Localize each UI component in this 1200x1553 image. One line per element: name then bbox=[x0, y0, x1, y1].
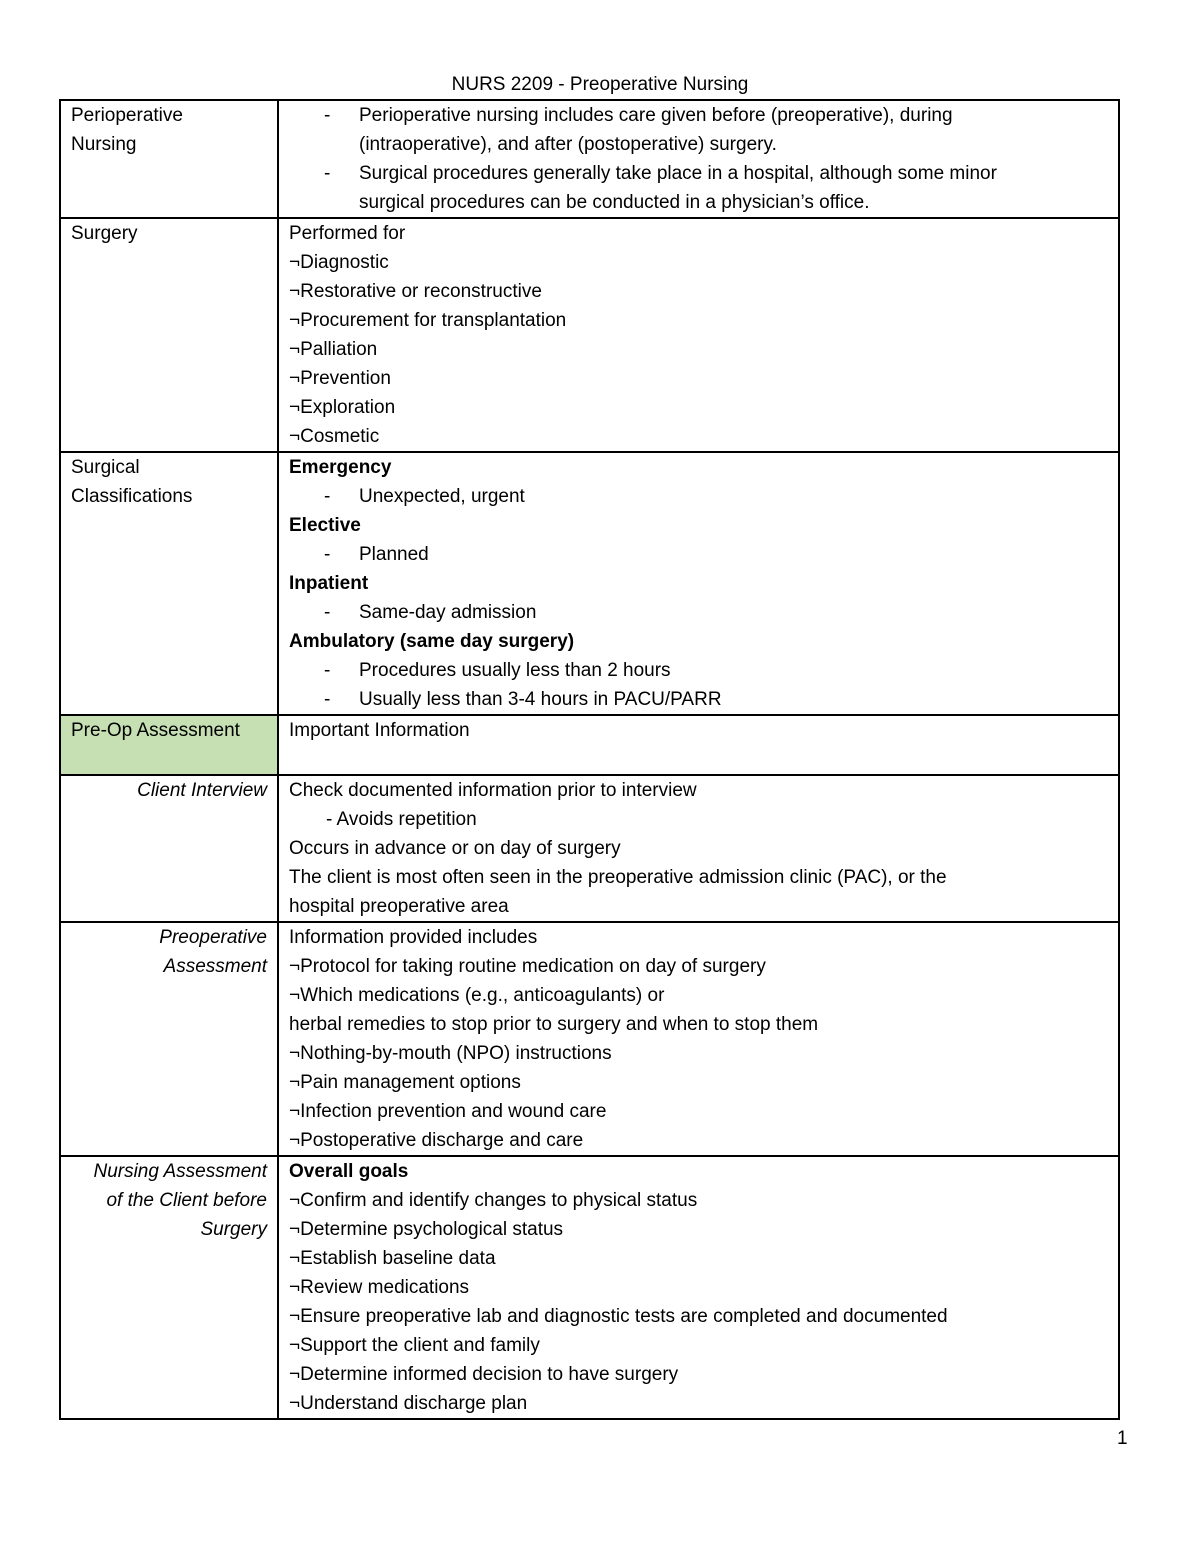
dash-bullet-icon: - bbox=[324, 105, 331, 126]
blank-line bbox=[289, 745, 1108, 774]
bullet-text: Surgical procedures generally take place in a hospital, although some minor bbox=[359, 163, 997, 184]
label-line: of the Client before bbox=[106, 1190, 267, 1211]
notes-table bbox=[59, 99, 1120, 1420]
row-label-preop-assessment bbox=[60, 715, 278, 775]
bullet-text: Perioperative nursing includes care given before (preoperative), during bbox=[359, 105, 953, 126]
list-heading: Overall goals bbox=[289, 1161, 409, 1182]
dash-bullet-icon: - bbox=[324, 163, 331, 184]
bullet-item bbox=[289, 685, 1108, 714]
row-label-perioperative bbox=[60, 100, 278, 218]
list-item: ¬Postoperative discharge and care bbox=[289, 1130, 584, 1151]
table-row-perioperative bbox=[60, 100, 1119, 218]
list-item: herbal remedies to stop prior to surgery and when to stop them bbox=[289, 1014, 819, 1035]
row-content-perioperative bbox=[278, 100, 1119, 218]
table-row-preop-assessment bbox=[60, 715, 1119, 775]
text-line: The client is most often seen in the preoperative admission clinic (PAC), or the bbox=[289, 867, 947, 888]
bullet-text: Same-day admission bbox=[359, 602, 537, 623]
table-row-client-interview bbox=[60, 775, 1119, 922]
list-item: ¬Cosmetic bbox=[289, 426, 380, 447]
bullet-item bbox=[289, 598, 1108, 627]
table-row-nursing-assessment bbox=[60, 1156, 1119, 1419]
list-item: ¬Exploration bbox=[289, 397, 396, 418]
label-line: Assessment bbox=[163, 956, 267, 977]
dash-bullet-icon: - bbox=[324, 486, 331, 507]
list-item: ¬Which medications (e.g., anticoagulants) or bbox=[289, 985, 665, 1006]
row-content-client-interview bbox=[278, 775, 1119, 922]
list-item: ¬Procurement for transplantation bbox=[289, 310, 567, 331]
list-item: ¬Determine psychological status bbox=[289, 1219, 564, 1240]
table-row-surgery bbox=[60, 218, 1119, 452]
bullet-item bbox=[289, 159, 1108, 188]
text-line: Information provided includes bbox=[289, 927, 538, 948]
dash-bullet-icon: - bbox=[324, 689, 331, 710]
row-content-surgery bbox=[278, 218, 1119, 452]
list-item: ¬Infection prevention and wound care bbox=[289, 1101, 607, 1122]
table-row-classifications bbox=[60, 452, 1119, 715]
label-line: Client Interview bbox=[137, 780, 267, 801]
label-line: Surgery bbox=[200, 1219, 267, 1240]
label-line: Classifications bbox=[71, 486, 193, 507]
text-line: Check documented information prior to interview bbox=[289, 780, 697, 801]
list-item: ¬Pain management options bbox=[289, 1072, 521, 1093]
bullet-continuation: surgical procedures can be conducted in a physician’s office. bbox=[359, 192, 870, 213]
row-label-surgery bbox=[60, 218, 278, 452]
bullet-item bbox=[289, 540, 1108, 569]
list-item: ¬Prevention bbox=[289, 368, 391, 389]
label-line: Pre-Op Assessment bbox=[71, 720, 240, 741]
row-content-preoperative-assessment bbox=[278, 922, 1119, 1156]
document-title: NURS 2209 - Preoperative Nursing bbox=[451, 74, 749, 95]
row-label-preoperative-assessment bbox=[60, 922, 278, 1156]
list-item: ¬Nothing-by-mouth (NPO) instructions bbox=[289, 1043, 612, 1064]
bullet-text: Unexpected, urgent bbox=[359, 486, 525, 507]
row-label-nursing-assessment bbox=[60, 1156, 278, 1419]
dash-bullet-icon: - bbox=[324, 544, 331, 565]
list-item: ¬Review medications bbox=[289, 1277, 470, 1298]
text-line: hospital preoperative area bbox=[289, 896, 509, 917]
row-content-preop-assessment bbox=[278, 715, 1119, 775]
list-item: ¬Palliation bbox=[289, 339, 378, 360]
row-content-nursing-assessment bbox=[278, 1156, 1119, 1419]
list-item: ¬Diagnostic bbox=[289, 252, 389, 273]
bullet-text: Procedures usually less than 2 hours bbox=[359, 660, 671, 681]
group-heading: Elective bbox=[289, 515, 361, 536]
bullet-item bbox=[289, 482, 1108, 511]
row-label-classifications bbox=[60, 452, 278, 715]
list-item: ¬Confirm and identify changes to physical status bbox=[289, 1190, 698, 1211]
label-line: Surgical bbox=[71, 457, 140, 478]
row-label-client-interview bbox=[60, 775, 278, 922]
list-item: ¬Protocol for taking routine medication on day of surgery bbox=[289, 956, 766, 977]
text-line: Occurs in advance or on day of surgery bbox=[289, 838, 621, 859]
row-content-classifications bbox=[278, 452, 1119, 715]
bullet-text: Usually less than 3-4 hours in PACU/PARR bbox=[359, 689, 722, 710]
dash-bullet-icon: - bbox=[324, 660, 331, 681]
bullet-text: Planned bbox=[359, 544, 429, 565]
list-item: ¬Restorative or reconstructive bbox=[289, 281, 542, 302]
dash-bullet-icon: - bbox=[324, 602, 331, 623]
list-item: ¬Establish baseline data bbox=[289, 1248, 496, 1269]
list-heading: Performed for bbox=[289, 223, 406, 244]
label-line: Perioperative bbox=[71, 105, 183, 126]
section-text: Important Information bbox=[289, 720, 470, 741]
list-item: ¬Ensure preoperative lab and diagnostic tests are completed and documented bbox=[289, 1306, 948, 1327]
bullet-continuation: (intraoperative), and after (postoperative) surgery. bbox=[359, 134, 777, 155]
group-heading: Inpatient bbox=[289, 573, 369, 594]
bullet-item bbox=[289, 656, 1108, 685]
label-line: Surgery bbox=[71, 223, 138, 244]
table-row-preoperative-assessment bbox=[60, 922, 1119, 1156]
group-heading: Emergency bbox=[289, 457, 392, 478]
bullet-item bbox=[289, 101, 1108, 130]
label-line: Nursing Assessment bbox=[93, 1161, 267, 1182]
label-line: Preoperative bbox=[159, 927, 267, 948]
list-item: ¬Support the client and family bbox=[289, 1335, 540, 1356]
list-item: ¬Understand discharge plan bbox=[289, 1393, 528, 1414]
label-line: Nursing bbox=[71, 134, 137, 155]
group-heading: Ambulatory (same day surgery) bbox=[289, 631, 575, 652]
list-item: ¬Determine informed decision to have surgery bbox=[289, 1364, 679, 1385]
text-line: - Avoids repetition bbox=[326, 809, 477, 830]
page-number: 1 bbox=[1117, 1428, 1128, 1449]
